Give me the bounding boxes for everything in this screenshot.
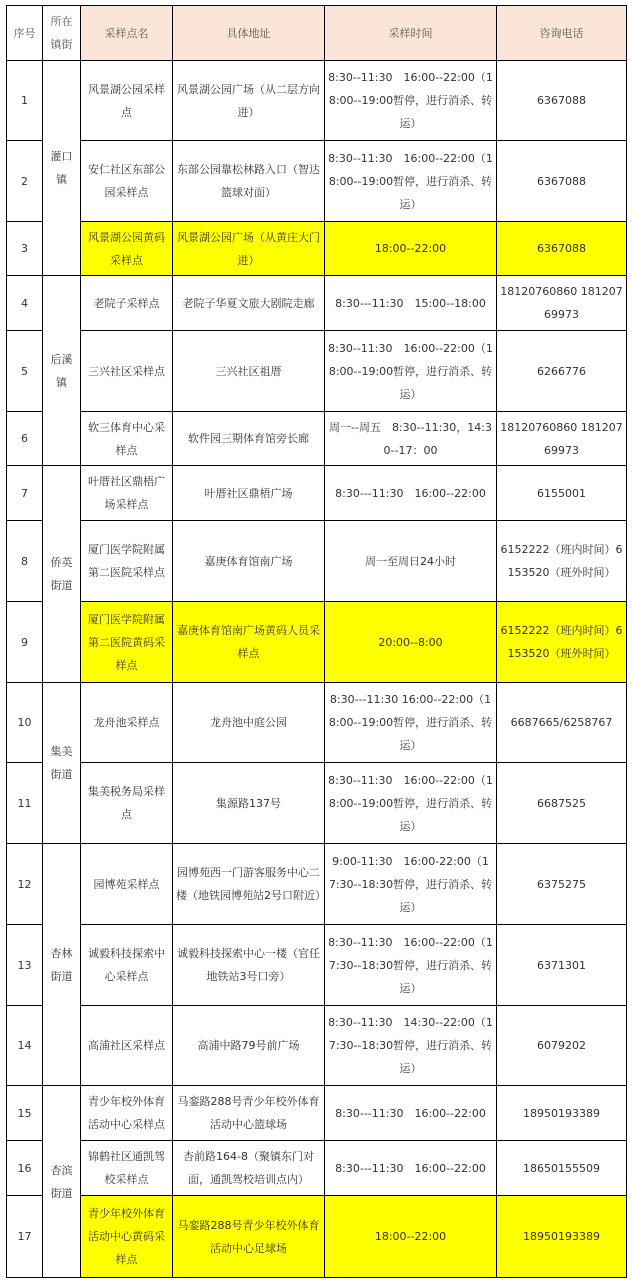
site-name: 安仁社区东部公园采样点	[81, 141, 173, 222]
row-number: 8	[7, 521, 43, 602]
contact-phone: 6371301	[497, 925, 627, 1006]
table-row	[7, 276, 627, 331]
contact-phone: 18120760860 18120769973	[497, 412, 627, 466]
site-address: 老院子华夏文旅大剧院走廊	[173, 276, 325, 331]
row-number: 9	[7, 602, 43, 683]
contact-phone: 6152222（班内时间）6153520（班外时间）	[497, 521, 627, 602]
table-row	[7, 141, 627, 222]
site-address: 杏前路164-8（聚镇东门对面，通凯驾校培训点内）	[173, 1141, 325, 1196]
table-row	[7, 412, 627, 466]
town-name: 侨英街道	[43, 466, 81, 683]
row-number: 7	[7, 466, 43, 521]
table-row	[7, 521, 627, 602]
sampling-time: 8:30---11:30 16:00--22:00	[325, 1141, 497, 1196]
row-number: 16	[7, 1141, 43, 1196]
contact-phone: 6152222（班内时间）6153520（班外时间）	[497, 602, 627, 683]
site-address: 龙舟池中庭公园	[173, 683, 325, 763]
contact-phone: 6687665/6258767	[497, 683, 627, 763]
site-name: 风景湖公园采样点	[81, 61, 173, 141]
town-name: 灌口镇	[43, 61, 81, 276]
row-number: 17	[7, 1196, 43, 1278]
town-name: 后溪镇	[43, 276, 81, 466]
row-number: 3	[7, 222, 43, 276]
header-row	[7, 6, 627, 61]
table-row	[7, 61, 627, 141]
row-number: 4	[7, 276, 43, 331]
sampling-time: 9:00-11:30 16:00-22:00（17:30--18:30暂停，进行消杀、转运）	[325, 844, 497, 925]
row-number: 1	[7, 61, 43, 141]
contact-phone: 6266776	[497, 331, 627, 412]
sampling-time: 20:00--8:00	[325, 602, 497, 683]
row-number: 13	[7, 925, 43, 1006]
site-name: 老院子采样点	[81, 276, 173, 331]
site-address: 风景湖公园广场（从黄庄大门进）	[173, 222, 325, 276]
row-number: 11	[7, 763, 43, 844]
table-row	[7, 683, 627, 763]
sampling-time: 周一至周日24小时	[325, 521, 497, 602]
contact-phone: 6079202	[497, 1006, 627, 1086]
row-number: 2	[7, 141, 43, 222]
contact-phone: 6375275	[497, 844, 627, 925]
sampling-time: 8:30---11:30 15:00--18:00	[325, 276, 497, 331]
sampling-time: 8:30--11:30 16:00--22:00（17:30--18:30暂停，进行消杀、转运）	[325, 925, 497, 1006]
header-time: 采样时间	[325, 6, 497, 61]
site-name: 厦门医学院附属第二医院黄码采样点	[81, 602, 173, 683]
table-row	[7, 1141, 627, 1196]
sampling-time: 8:30---11:30 16:00--22:00（18:00--19:00暂停，进行消杀、转运）	[325, 683, 497, 763]
site-name: 厦门医学院附属第二医院采样点	[81, 521, 173, 602]
town-name: 杏林街道	[43, 844, 81, 1086]
site-address: 马銮路288号青少年校外体育活动中心足球场	[173, 1196, 325, 1278]
site-name: 风景湖公园黄码采样点	[81, 222, 173, 276]
row-number: 5	[7, 331, 43, 412]
sampling-time: 18:00--22:00	[325, 222, 497, 276]
site-address: 东部公园靠松林路入口（智达篮球对面）	[173, 141, 325, 222]
site-address: 叶厝社区鼎梧广场	[173, 466, 325, 521]
site-address: 诚毅科技探索中心一楼（官任地铁站3号口旁）	[173, 925, 325, 1006]
contact-phone: 6687525	[497, 763, 627, 844]
site-name: 集美税务局采样点	[81, 763, 173, 844]
site-name: 锦鹤社区通凯驾校采样点	[81, 1141, 173, 1196]
contact-phone: 18950193389	[497, 1196, 627, 1278]
sampling-time: 8:30--11:30 16:00--22:00（18:00--19:00暂停，进行消杀、转运）	[325, 331, 497, 412]
table-row	[7, 925, 627, 1006]
table-row	[7, 844, 627, 925]
sampling-time: 8:30--11:30 16:00--22:00（18:00--19:00暂停，进行消杀、转运）	[325, 141, 497, 222]
contact-phone: 18120760860 18120769973	[497, 276, 627, 331]
sampling-time: 8:30--11:30 14:30--22:00（17:30--18:30暂停，进行消杀、转运）	[325, 1006, 497, 1086]
contact-phone: 6367088	[497, 141, 627, 222]
header-town: 所在镇街	[43, 6, 81, 61]
site-name: 龙舟池采样点	[81, 683, 173, 763]
row-number: 6	[7, 412, 43, 466]
table-row	[7, 602, 627, 683]
row-number: 12	[7, 844, 43, 925]
sampling-time: 8:30--11:30 16:00--22:00（18:00--19:00暂停，进行消杀、转运）	[325, 763, 497, 844]
table-row	[7, 1196, 627, 1278]
table-row	[7, 1086, 627, 1141]
table-row	[7, 763, 627, 844]
site-address: 集源路137号	[173, 763, 325, 844]
header-address: 具体地址	[173, 6, 325, 61]
table-row	[7, 222, 627, 276]
header-site: 采样点名	[81, 6, 173, 61]
sampling-time: 8:30---11:30 16:00--22:00	[325, 466, 497, 521]
site-address: 马銮路288号青少年校外体育活动中心篮球场	[173, 1086, 325, 1141]
site-address: 风景湖公园广场（从二层方向进）	[173, 61, 325, 141]
site-name: 诚毅科技探索中心采样点	[81, 925, 173, 1006]
town-name: 集美街道	[43, 683, 81, 844]
contact-phone: 6367088	[497, 222, 627, 276]
contact-phone: 6367088	[497, 61, 627, 141]
row-number: 14	[7, 1006, 43, 1086]
site-name: 高浦社区采样点	[81, 1006, 173, 1086]
site-name: 青少年校外体育活动中心黄码采样点	[81, 1196, 173, 1278]
header-no: 序号	[7, 6, 43, 61]
site-name: 软三体育中心采样点	[81, 412, 173, 466]
site-address: 嘉庚体育馆南广场	[173, 521, 325, 602]
site-address: 高浦中路79号前广场	[173, 1006, 325, 1086]
contact-phone: 18950193389	[497, 1086, 627, 1141]
site-name: 青少年校外体育活动中心采样点	[81, 1086, 173, 1141]
sampling-sites-table	[6, 5, 627, 1278]
site-address: 软件园三期体育馆旁长廊	[173, 412, 325, 466]
site-address: 园博苑西一门游客服务中心二楼（地铁园博苑站2号口附近）	[173, 844, 325, 925]
site-address: 三兴社区祖厝	[173, 331, 325, 412]
site-name: 园博苑采样点	[81, 844, 173, 925]
site-address: 嘉庚体育馆南广场黄码人员采样点	[173, 602, 325, 683]
site-name: 三兴社区采样点	[81, 331, 173, 412]
sampling-time: 8:30---11:30 16:00--22:00	[325, 1086, 497, 1141]
header-phone: 咨询电话	[497, 6, 627, 61]
sampling-time: 周一--周五 8:30--11:30，14:30--17：00	[325, 412, 497, 466]
contact-phone: 18650155509	[497, 1141, 627, 1196]
row-number: 15	[7, 1086, 43, 1141]
sampling-time: 18:00--22:00	[325, 1196, 497, 1278]
town-name: 杏滨街道	[43, 1086, 81, 1278]
row-number: 10	[7, 683, 43, 763]
contact-phone: 6155001	[497, 466, 627, 521]
table-row	[7, 1006, 627, 1086]
table-row	[7, 466, 627, 521]
sampling-time: 8:30--11:30 16:00--22:00（18:00--19:00暂停，进行消杀、转运）	[325, 61, 497, 141]
site-name: 叶厝社区鼎梧广场采样点	[81, 466, 173, 521]
table-row	[7, 331, 627, 412]
